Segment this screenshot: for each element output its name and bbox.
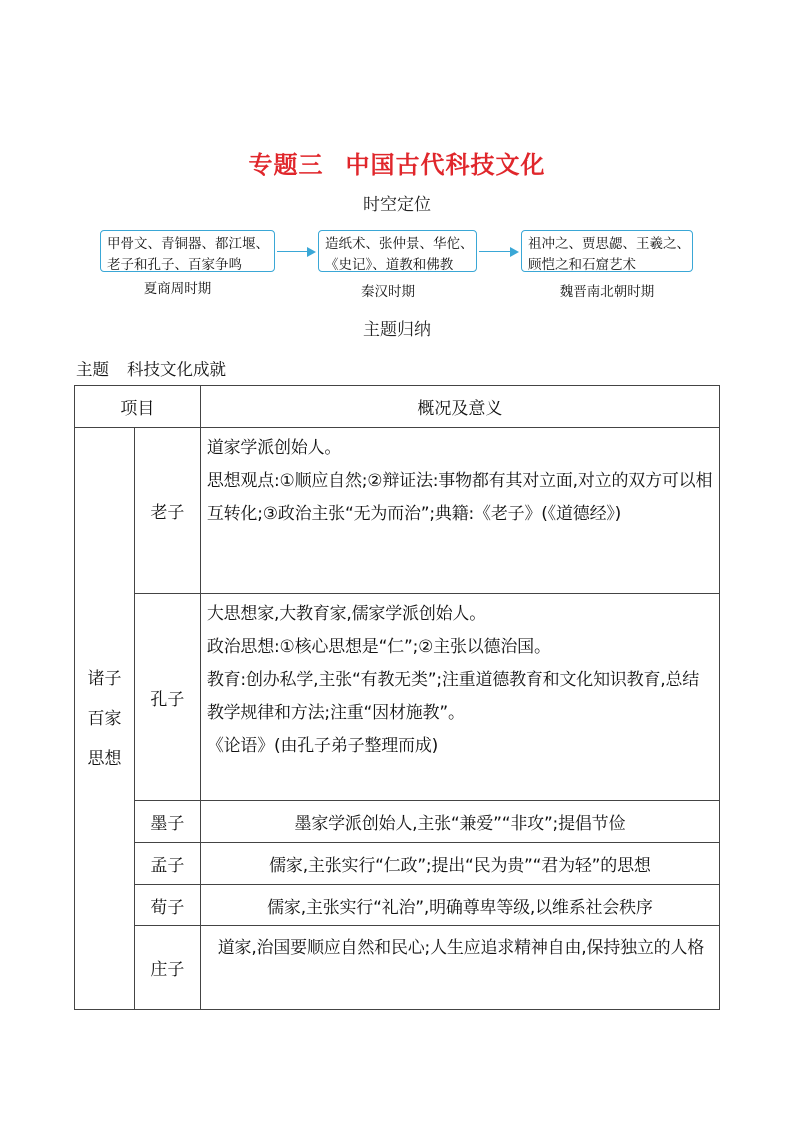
description-line: 道家学派创始人。 (206, 438, 342, 458)
summary-table (74, 385, 720, 1010)
table-row (75, 926, 720, 1010)
timeline-box-qin-han (318, 230, 477, 272)
philosopher-name: 荀子 (134, 885, 200, 926)
summary-heading: 主题归纳 (363, 320, 431, 340)
table-row (75, 801, 720, 843)
description-line: 政治思想:①核心思想是“仁”;②主张以德治国。 (206, 637, 551, 657)
category-cell (75, 428, 135, 1010)
table-row (75, 885, 720, 926)
timeline-period-label: 夏商周时期 (143, 281, 212, 297)
category-line: 诸子 (87, 668, 122, 689)
table-row (75, 428, 720, 594)
philosopher-name: 墨子 (134, 801, 200, 843)
philosopher-name: 老子 (134, 428, 200, 594)
description-cell (200, 594, 719, 801)
timeline-box-line: 造纸术、张仲景、华佗、 (325, 236, 474, 252)
philosopher-name: 孟子 (134, 843, 200, 885)
title-part-1: 专题三 (248, 151, 324, 179)
description-cell: 道家,治国要顺应自然和民心;人生应追求精神自由,保持独立的人格 (200, 926, 719, 1010)
table-row (75, 594, 720, 801)
section-label: 主题 (76, 360, 109, 379)
timeline-box-wei-jin (521, 230, 693, 272)
timeline-box-line: 祖冲之、贾思勰、王羲之、 (528, 236, 690, 252)
description-line: 教育:创办私学,主张“有教无类”;注重道德教育和文化知识教育,总结教学规律和方法;注重“因材施教”。 (206, 670, 700, 723)
title-part-2: 中国古代科技文化 (345, 151, 546, 179)
section-heading (76, 356, 226, 380)
timeline-box-line: 顾恺之和石窟艺术 (528, 257, 636, 273)
timeline-period-label: 魏晋南北朝时期 (559, 284, 655, 300)
page-title (0, 145, 794, 180)
description-cell (200, 428, 719, 594)
description-line: 《论语》(由孔子弟子整理而成) (206, 736, 439, 756)
timeline-box-xia-shang-zhou (100, 230, 275, 272)
description-cell: 墨家学派创始人,主张“兼爱”“非攻”;提倡节俭 (200, 801, 719, 843)
timeline-period-label: 秦汉时期 (361, 284, 415, 300)
description-line: 大思想家,大教育家,儒家学派创始人。 (206, 604, 487, 624)
timeline-box-line: 老子和孔子、百家争鸣 (107, 257, 242, 273)
section-name: 科技文化成就 (127, 360, 226, 379)
table-header-item: 项目 (75, 386, 201, 428)
timeline-arrow (277, 251, 314, 252)
category-line: 思想 (87, 748, 122, 769)
table-row (75, 843, 720, 885)
description-line: 思想观点:①顺应自然;②辩证法:事物都有其对立面,对立的双方可以相互转化;③政治主张“无为而治”;典籍:《老子》(《道德经》) (206, 471, 713, 524)
timeline-box-line: 甲骨文、青铜器、都江堰、 (107, 236, 269, 252)
philosopher-name: 孔子 (134, 594, 200, 801)
table-header-description: 概况及意义 (200, 386, 719, 428)
description-cell: 儒家,主张实行“礼治”,明确尊卑等级,以维系社会秩序 (200, 885, 719, 926)
description-cell: 儒家,主张实行“仁政”;提出“民为贵”“君为轻”的思想 (200, 843, 719, 885)
timeline-box-line: 《史记》、道教和佛教 (325, 257, 454, 273)
timeline-heading: 时空定位 (363, 195, 431, 215)
timeline-arrow (479, 251, 517, 252)
category-line: 百家 (87, 708, 122, 729)
philosopher-name: 庄子 (134, 926, 200, 1010)
table-header-row (75, 386, 720, 428)
